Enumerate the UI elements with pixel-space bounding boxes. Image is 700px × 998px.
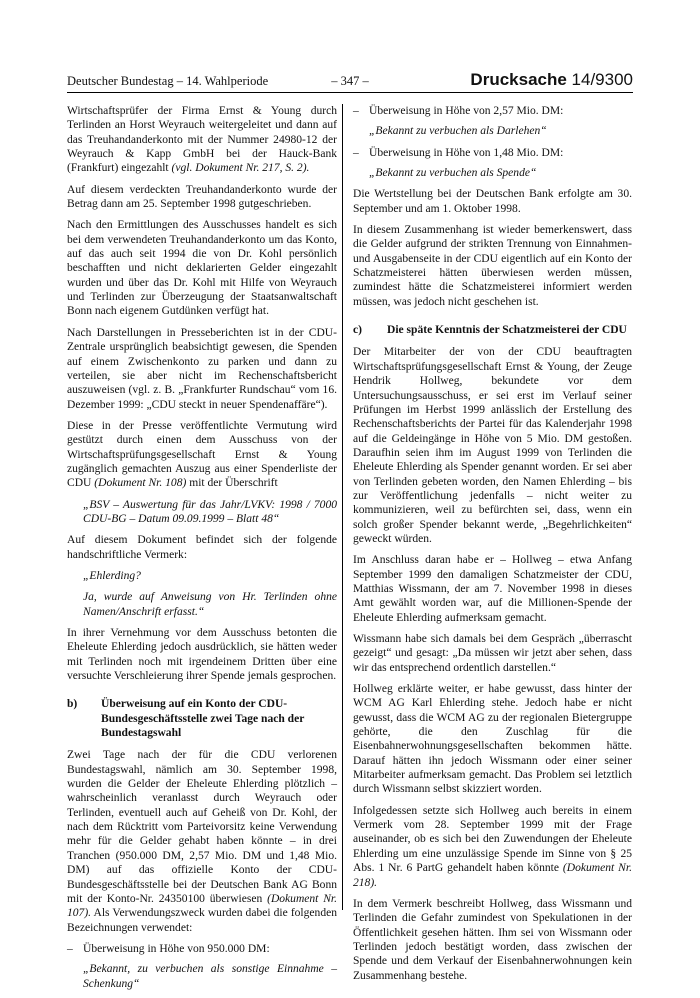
paragraph-text: mit der Überschrift — [186, 477, 278, 490]
paragraph: Nach den Ermittlungen des Ausschusses handelt es sich bei dem verwendeten Treuhandanderkonto um das Konto, auf das auch seit 1994 die von Dr. Kohl persönlich beschafften und nicht deklarierten Gelder eingezahlt wurden und über das Dr. Kohl mit Hilfe von Weyrauch und Terlinden zur Überzeugung der Staatsanwaltschaft Bonn nach eigenem Gutdünken verfügt hat. — [67, 219, 337, 318]
quote: Ja, wurde auf Anweisung von Hr. Terlinden ohne Namen/Anschrift erfasst.“ — [83, 591, 337, 618]
paragraph-text: Infolgedessen setzte sich Hollweg auch bereits in einem Vermerk vom 28. September 1999 mit der Frage auseinander, ob es sich bei den Zuwendungen der Eheleute Ehlerding um eine unzulässige Spende im Sinne von § 25 Abs. 1 Nr. 6 PartG gehandelt haben könnte — [353, 804, 632, 875]
paragraph: In ihrer Vernehmung vor dem Ausschuss betonten die Eheleute Ehlerding jedoch ausdrücklich, sie hätten weder mit Terlinden noch mit irgendeinem Dritten über eine versuchte Verschleierung ihrer Spende jemals gesprochen. — [67, 627, 337, 683]
dash-list-item: – Überweisung in Höhe von 1,48 Mio. DM: — [353, 146, 632, 160]
document-reference: (vgl. Dokument Nr. 217, S. 2). — [171, 162, 310, 175]
page-header — [67, 72, 633, 93]
paragraph: Nach Darstellungen in Presseberichten ist in der CDU-Zentrale ursprünglich beabsichtigt gewesen, die Spenden auf einem Zwischenkonto zu parken und dann zu verteilen, sie aber nicht im Rechenschaftsbericht auszuweisen (vgl. z. B. „Frankfurter Rundschau“ vom 16. Dezember 1999: „CDU steckt in neuer Spendenaffäre“). — [67, 326, 337, 411]
dash-list-item: – Überweisung in Höhe von 950.000 DM: — [67, 942, 337, 956]
left-column — [67, 104, 337, 998]
paragraph — [67, 104, 337, 176]
section-label: c) — [353, 324, 362, 337]
page-number: – 347 – — [331, 74, 369, 88]
paragraph-text: Zwei Tage nach der für die CDU verlorenen Bundestagswahl, nämlich am 30. September 1998, wurden die Gelder der Eheleute Ehlerding plötzlich – wahrscheinlich veranlasst durch Weyrauch oder Terlinden, eventuell auch auf Geheiß von Dr. Kohl, der nach dem Rücktritt vom Parteivorsitz keine Verwendung mehr für die Gelder gehabt haben könnte – in drei Tranchen (950.000 DM, 2,57 Mio. DM und 1,48 Mio. DM) auf das offizielle Konto der CDU-Bundesgeschäftsstelle bei der Deutschen Bank AG Bonn mit der Konto-Nr. 24350100 überwiesen — [67, 749, 337, 905]
quote: „Ehlerding? — [83, 569, 141, 582]
paragraph: Wissmann habe sich damals bei dem Gespräch „überrascht gezeigt“ und gesagt: „Da müssen wir jetzt aber sehen, dass wir das entsprechend ordentlich darstellen.“ — [353, 633, 632, 674]
column-divider — [342, 104, 343, 910]
paragraph: Der Mitarbeiter der von der CDU beauftragten Wirtschaftsprüfungsgesellschaft Ernst & Young, der Zeuge Hendrik Hollweg, bekundete vor dem Untersuchungsausschuss, er sei erst im Verlauf seiner Prüfungen im Herbst 1999 anlässlich der Erstellung des Rechenschaftsberichts der Partei für das Kalenderjahr 1998 auf die Geldeingänge in Höhe von 5 Mio. DM gestoßen. Daraufhin seien ihm im August 1999 von Terlinden die Eheleute Ehlerding als Spender genannt worden. Er sei aber von Terlinden gebeten worden, den Namen Ehlerding – bis zur Veröffentlichung jedenfalls – nicht weiter zu kommunizieren, weil zu befürchten sei, dass, wenn ein solch großer Spender bekannt werde, „Begehrlichkeiten“ geweckt würden. — [353, 346, 632, 545]
paragraph: Die Wertstellung bei der Deutschen Bank erfolgte am 30. September und am 1. Oktober 1998. — [353, 188, 632, 215]
paragraph: Auf diesem verdeckten Treuhandanderkonto wurde der Betrag dann am 25. September 1998 gutgeschrieben. — [67, 183, 337, 211]
paragraph: Hollweg erklärte weiter, er habe gewusst, dass hinter der WCM AG Karl Ehlerding stehe. Jedoch habe er nicht gewusst, dass die WCM AG zu der regionalen Bietergruppe gehörte, die den Zuschlag für die Eisenbahnerwohnungsgesellschaften bekommen hätte. Darauf hätten ihn jedoch Wissmann oder einer seiner Mitarbeiter aufmerksam gemacht. Das Problem sei letztlich durch Wissmann selbst skizziert worden. — [353, 683, 632, 796]
paragraph — [67, 748, 337, 934]
document-number — [470, 70, 633, 90]
quote: „Bekannt zu verbuchen als Darlehen“ — [369, 125, 547, 138]
paragraph-text: Als Verwendungszweck wurden dabei die folgenden Bezeichnungen verwendet: — [67, 907, 337, 934]
document-reference: (Dokument Nr. 218). — [353, 862, 632, 889]
paragraph-text: Wirtschaftsprüfer der Firma Ernst & Young durch Terlinden an Horst Weyrauch weitergeleitet und dann auf das Treuhandanderkonto mit der Nummer 24980-12 der Weyrauch & Kapp GmbH bei der Hauck-Bank (Frankfurt) eingezahlt — [67, 105, 337, 175]
quote: „Bekannt zu verbuchen als Spende“ — [369, 167, 537, 180]
dash-list-item: – Überweisung in Höhe von 2,57 Mio. DM: — [353, 104, 632, 118]
quote: „Bekannt, zu verbuchen als sonstige Einnahme – Schenkung“ — [83, 963, 337, 990]
paragraph — [67, 419, 337, 491]
right-column — [353, 104, 632, 990]
paragraph: In diesem Zusammenhang ist wieder bemerkenswert, dass die Gelder aufgrund der strikten Trennung von Einnahmen- und Ausgabenseite in der CDU eigentlich auf ein Konto der Schatzmeisterei hätten überwiesen werden müssen, zumindest hätte die Schatzmeisterei informiert werden müssen, was jedoch nicht geschehen ist. — [353, 224, 632, 308]
paragraph — [353, 804, 632, 890]
quote: „BSV – Auswertung für das Jahr/LVKV: 1998 / 7000 CDU-BG – Datum 09.09.1999 – Blatt 48“ — [83, 498, 337, 525]
document-reference: (Dokument Nr. 108) — [94, 477, 187, 490]
section-title: Überweisung auf ein Konto der CDU-Bundesgeschäftsstelle zwei Tage nach der Bundestagswahl — [101, 698, 305, 740]
document-label: Drucksache — [470, 70, 567, 89]
section-label: b) — [67, 698, 78, 711]
document-reference: (Dokument Nr. 107). — [67, 892, 338, 920]
paragraph-text: Diese in der Presse veröffentlichte Vermutung wird gestützt durch einen dem Ausschuss von der Wirtschaftsprüfungsgesellschaft Ernst & Young zugänglich gemachten Auszug aus einer Spenderliste der CDU — [67, 419, 337, 490]
section-heading — [67, 697, 337, 740]
section-title: Die späte Kenntnis der Schatzmeisterei der CDU — [387, 324, 627, 337]
document-id: 14/9300 — [571, 70, 633, 89]
section-heading — [353, 323, 632, 337]
header-publication: Deutscher Bundestag – 14. Wahlperiode — [67, 74, 269, 88]
paragraph: Im Anschluss daran habe er – Hollweg – etwa Anfang September 1999 den damaligen Schatzmeister der CDU, Matthias Wissmann, der am 7. November 1998 in dieses Amt gewählt worden war, auf die Millionen-Spende der Eheleute Ehlerding aufmerksam gemacht. — [353, 554, 632, 624]
paragraph: In dem Vermerk beschreibt Hollweg, dass Wissmann und Terlinden die Gefahr zumindest von Spekulationen in der Öffentlichkeit gesehen hätten. Ihm sei von Wissmann oder Terlinden jedoch bestätigt worden, dass zwischen der Spende und dem Verkauf der Eisenbahnerwohnungen kein Zusammenhang bestehe. — [353, 897, 632, 982]
paragraph: Auf diesem Dokument befindet sich der folgende handschriftliche Vermerk: — [67, 534, 337, 561]
